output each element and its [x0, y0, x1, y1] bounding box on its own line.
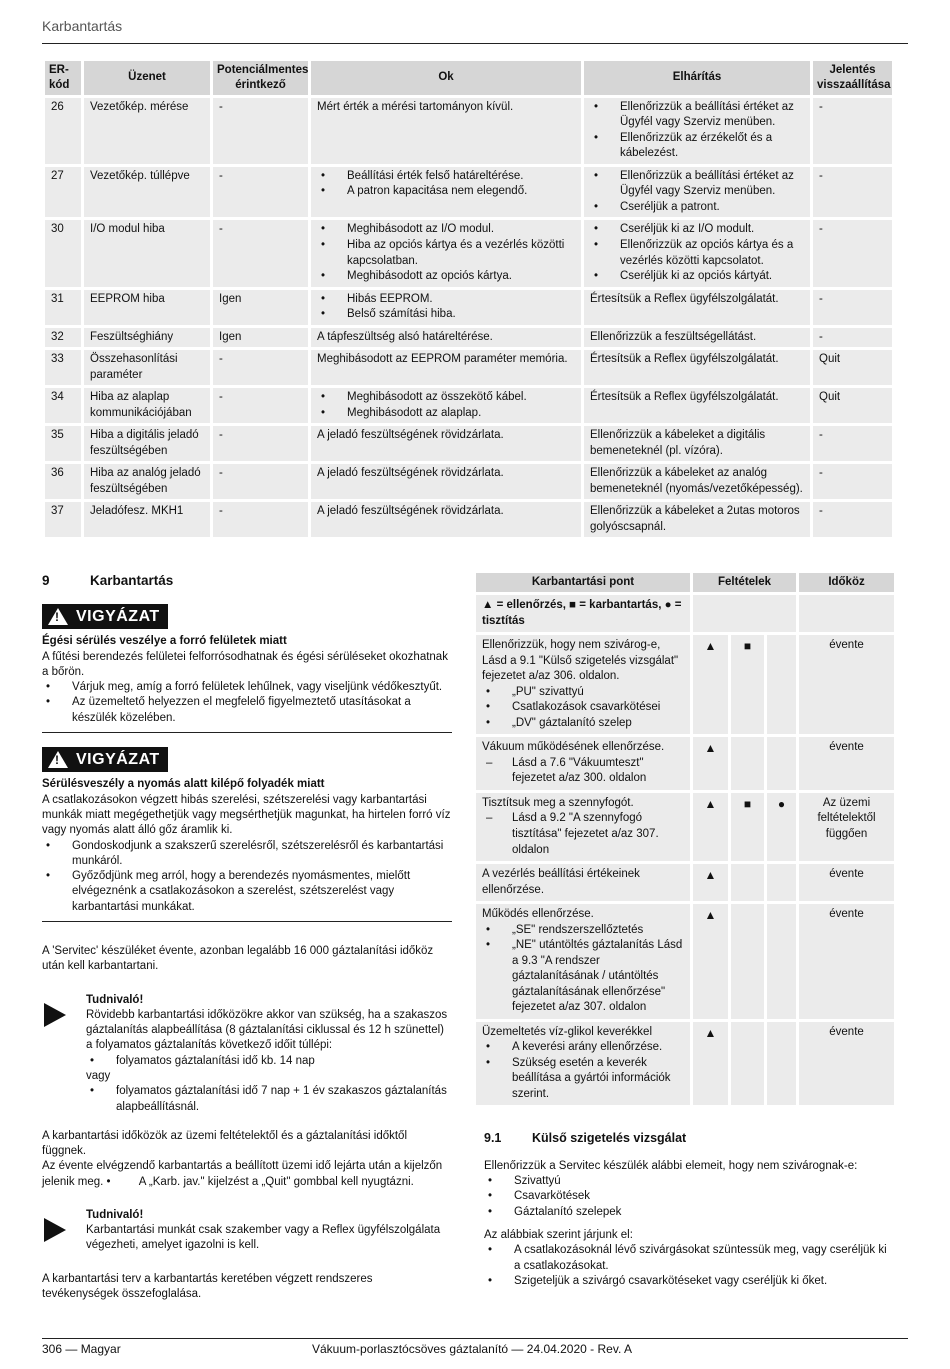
cause-text: A jeladó feszültségének rövidzárlata. [317, 467, 504, 480]
maintenance-point-text: Ellenőrizzük, hogy nem szivárog-e, Lásd a 9.1 "Külső szigetelés vizsgálat" fejezetet a/az 306. oldalon. [482, 639, 679, 683]
maintenance-point-text: Tisztítsuk meg a szennyfogót. [482, 796, 634, 809]
error-code-cell: 30 [45, 220, 81, 286]
fix-text: Ellenőrizzük a kábeleket a 2utas motoros golyóscsapnál. [590, 505, 800, 533]
error-contact-cell: - [213, 502, 308, 537]
check-symbol: ▲ [690, 635, 728, 734]
table-row [476, 1022, 894, 1106]
fix-text: Ellenőrizzük a kábeleket az analóg bemeneteknél (nyomás/vezetőképesség). [590, 467, 803, 495]
error-contact-cell: - [213, 167, 308, 218]
fix-item: • Ellenőrizzük az opciós kártya és a vezérlés közötti kapcsolatot. [590, 238, 804, 269]
maintenance-dashes [482, 811, 684, 858]
error-contact-cell: Igen [213, 290, 308, 325]
error-message-cell: Jeladófesz. MKH1 [84, 502, 210, 537]
procedure-step: • Szigeteljük a szivárgó csavarkötéseket vagy cseréljük ki őket. [484, 1274, 894, 1289]
note-block-specialist [42, 1208, 452, 1254]
section-9-title [42, 572, 452, 590]
table-row [476, 793, 894, 861]
table-row [476, 904, 894, 1019]
cause-list [317, 222, 575, 284]
header-divider [42, 43, 908, 44]
table-row [45, 426, 892, 461]
inspect-item: • Gáztalanító szelepek [484, 1205, 894, 1220]
error-reset-cell: Quit [813, 350, 892, 385]
note-bullet: • folyamatos gáztalanítási idő 7 nap + 1 év szakaszos gáztalanítás alapbeállításnál. [86, 1084, 452, 1115]
error-fix-cell [584, 426, 810, 461]
maintenance-symbol [728, 864, 764, 901]
warning-bullet: • Várjuk meg, amíg a forró felületek lehűlnek, vagy viseljünk védőkesztyűt. [42, 680, 452, 695]
col-header-code: ER-kód [45, 61, 81, 95]
error-reset-cell: - [813, 98, 892, 164]
error-contact-cell: - [213, 220, 308, 286]
procedure-steps [484, 1243, 894, 1289]
warning-bullet: • Az üzemeltető helyezzen el megfelelő figyelmeztető utasításokat a készülék közelében. [42, 695, 452, 726]
warning-text: A fűtési berendezés felületei felforrósodhatnak és égési sérüléseket okozhatnak a bőrön. [42, 650, 448, 678]
warning-badge-label: VIGYÁZAT [76, 607, 160, 625]
cause-item: • Belső számítási hiba. [317, 307, 575, 323]
error-message-cell: Hiba az alaplap kommunikációjában [84, 388, 210, 423]
error-reset-cell: - [813, 426, 892, 461]
fix-list [590, 100, 804, 162]
section-number: 9.1 [484, 1131, 502, 1146]
maintenance-table-header [476, 573, 894, 592]
error-message-cell: Hiba az analóg jeladó feszültségében [84, 464, 210, 499]
maintenance-point-cell [476, 1022, 690, 1106]
cleaning-symbol [764, 635, 796, 734]
cleaning-symbol [764, 737, 796, 790]
cause-item: • Hibás EEPROM. [317, 292, 575, 308]
error-contact-cell: - [213, 464, 308, 499]
error-message-cell: Feszültséghiány [84, 328, 210, 348]
error-cause-cell [311, 426, 581, 461]
error-fix-cell [584, 350, 810, 385]
cause-text: A jeladó feszültségének rövidzárlata. [317, 429, 504, 442]
warning-triangle-icon: ! [48, 608, 68, 625]
table-row [476, 864, 894, 901]
running-header: Karbantartás [42, 18, 123, 34]
maintenance-point-text: Üzemeltetés víz-glikol keverékkel [482, 1025, 653, 1038]
error-fix-cell [584, 388, 810, 423]
fix-list [590, 169, 804, 216]
cleaning-symbol [764, 864, 796, 901]
cleaning-symbol: ● [764, 793, 796, 861]
warning-heading: Égési sérülés veszélye a forró felületek miatt [42, 635, 287, 648]
fix-text: Értesítsük a Reflex ügyfélszolgálatát. [590, 292, 779, 305]
fix-item: • Ellenőrizzük a beállítási értéket az Ügyfél vagy Szerviz menüben. [590, 100, 804, 131]
maintenance-dash-item: – Lásd a 7.6 "Vákuumteszt" fejezetet a/az 300. oldalon [482, 756, 684, 787]
maintenance-table-body [476, 635, 894, 1105]
note-body [86, 1208, 452, 1254]
section-number: 9 [42, 573, 50, 588]
check-symbol: ▲ [690, 864, 728, 901]
warning-bullets [42, 680, 452, 726]
maintenance-bullets [482, 685, 684, 732]
maintenance-bullets [482, 923, 684, 1016]
cause-list [317, 390, 575, 421]
note-title: Tudnivaló! [86, 1208, 144, 1221]
check-symbol: ▲ [690, 904, 728, 1019]
note-bullets [86, 1054, 452, 1069]
footer-page-number: 306 — Magyar [42, 1342, 121, 1356]
cause-text: A jeladó feszültségének rövidzárlata. [317, 505, 504, 518]
maintenance-point-cell [476, 737, 690, 790]
col-header-point: Karbantartási pont [476, 573, 690, 592]
fix-item: • Cseréljük ki az I/O modult. [590, 222, 804, 238]
error-code-cell: 35 [45, 426, 81, 461]
section-91-proceed: Az alábbiak szerint járjunk el: [484, 1228, 633, 1241]
inspect-item: • Csavarkötések [484, 1189, 894, 1204]
paragraph-display: Az évente elvégzendő karbantartás a beállított üzemi idő lejárta után a kijelzőn jelenik meg. • A „Karb. jav." kijelzést a „Quit" gombbal kell nyugtázni. [42, 1160, 443, 1188]
section-91-body [476, 1159, 894, 1289]
maintenance-point-text: A vezérlés beállítási értékeinek ellenőrzése. [482, 868, 640, 896]
col-header-fix: Elhárítás [584, 61, 810, 95]
fix-text: Ellenőrizzük a kábeleket a digitális bemeneteknél (pl. vízóra). [590, 429, 766, 457]
interval-cell: évente [796, 864, 894, 901]
error-fix-cell [584, 98, 810, 164]
warning-bullets [42, 839, 452, 915]
maintenance-bullet: • Szükség esetén a keverék beállítása a gyártói információk szerint. [482, 1056, 684, 1103]
table-row [45, 290, 892, 325]
col-header-conditions: Feltételek [690, 573, 796, 592]
error-cause-cell [311, 328, 581, 348]
fix-item: • Cseréljük a patront. [590, 200, 804, 216]
table-row [45, 98, 892, 164]
footer-divider [42, 1338, 908, 1339]
maintenance-dash-item: – Lásd a 9.2 "A szennyfogó tisztítása" fejezetet a/az 307. oldalon [482, 811, 684, 858]
warning-bullet: • Gondoskodjunk a szakszerű szerelésről, szétszerelésről és karbantartási munkáról. [42, 839, 452, 870]
error-code-cell: 26 [45, 98, 81, 164]
section-91-title [484, 1130, 894, 1147]
cause-list [317, 292, 575, 323]
error-cause-cell [311, 290, 581, 325]
error-code-cell: 33 [45, 350, 81, 385]
fix-text: Ellenőrizzük a feszültségellátást. [590, 330, 757, 343]
table-row [45, 220, 892, 286]
warning-badge-label: VIGYÁZAT [76, 751, 160, 769]
cleaning-symbol [764, 1022, 796, 1106]
maintenance-bullets [482, 1040, 684, 1102]
section-title: Külső szigetelés vizsgálat [532, 1131, 687, 1146]
error-code-cell: 37 [45, 502, 81, 537]
error-contact-cell: - [213, 388, 308, 423]
error-cause-cell [311, 167, 581, 218]
error-contact-cell: - [213, 350, 308, 385]
error-fix-cell [584, 502, 810, 537]
maintenance-bullet: • Csatlakozások csavarkötései [482, 700, 684, 716]
section-91-intro: Ellenőrizzük a Servitec készülék alábbi elemeit, hogy nem szivárognak-e: [484, 1159, 858, 1172]
col-header-reset: Jelentés visszaállítása [813, 61, 892, 95]
error-reset-cell: - [813, 290, 892, 325]
note-bullet: • folyamatos gáztalanítási idő kb. 14 nap [86, 1054, 452, 1069]
maintenance-symbol: ■ [728, 793, 764, 861]
interval-cell: évente [796, 904, 894, 1019]
error-fix-cell [584, 220, 810, 286]
warning-badge [42, 747, 168, 772]
inspect-item: • Szivattyú [484, 1174, 894, 1189]
maintenance-legend-row [476, 595, 894, 632]
interval-cell: évente [796, 635, 894, 734]
inspect-items [484, 1174, 894, 1220]
warning-block-pressure [42, 747, 452, 922]
note-arrow-icon [44, 1003, 66, 1027]
cause-item: • A patron kapacitása nem elegendő. [317, 184, 575, 200]
maintenance-symbol [728, 904, 764, 1019]
fix-item: • Cseréljük ki az opciós kártyát. [590, 269, 804, 285]
error-message-cell: EEPROM hiba [84, 290, 210, 325]
note-text: Karbantartási munkát csak szakember vagy a Reflex ügyfélszolgálata végezheti, amelyet igazolni is kell. [86, 1224, 441, 1252]
warning-heading: Sérülésveszély a nyomás alatt kilépő folyadék miatt [42, 778, 325, 791]
error-code-cell: 36 [45, 464, 81, 499]
error-reset-cell: Quit [813, 388, 892, 423]
cause-item: • Meghibásodott az I/O modul. [317, 222, 575, 238]
maintenance-point-text: Vákuum működésének ellenőrzése. [482, 741, 665, 754]
error-message-cell: Hiba a digitális jeladó feszültségében [84, 426, 210, 461]
fix-text: Értesítsük a Reflex ügyfélszolgálatát. [590, 391, 779, 404]
error-fix-cell [584, 290, 810, 325]
maintenance-point-cell [476, 793, 690, 861]
error-code-cell: 27 [45, 167, 81, 218]
note-body [86, 993, 452, 1115]
table-row [45, 502, 892, 537]
maintenance-symbol [728, 1022, 764, 1106]
section-title: Karbantartás [90, 573, 174, 588]
error-message-cell: Vezetőkép. túllépve [84, 167, 210, 218]
cause-item: • Hiba az opciós kártya és a vezérlés közötti kapcsolatban. [317, 238, 575, 269]
maintenance-symbol: ■ [728, 635, 764, 734]
error-reset-cell: - [813, 328, 892, 348]
col-header-interval: Időköz [796, 573, 894, 592]
error-contact-cell: - [213, 426, 308, 461]
error-message-cell: Vezetőkép. mérése [84, 98, 210, 164]
note-block-intervals [42, 993, 452, 1115]
maintenance-point-cell [476, 904, 690, 1019]
error-cause-cell [311, 98, 581, 164]
error-code-cell: 34 [45, 388, 81, 423]
cause-item: • Meghibásodott az összekötő kábel. [317, 390, 575, 406]
table-row [476, 737, 894, 790]
error-reset-cell: - [813, 167, 892, 218]
note-or: vagy [86, 1069, 111, 1082]
error-cause-cell [311, 388, 581, 423]
warning-triangle-icon: ! [48, 751, 68, 768]
interval-cell: Az üzemi feltételektől függően [796, 793, 894, 861]
maintenance-bullet: • „PU" szivattyú [482, 685, 684, 701]
fix-item: • Ellenőrizzük az érzékelőt és a kábelezést. [590, 131, 804, 162]
note-title: Tudnivaló! [86, 993, 144, 1006]
error-reset-cell: - [813, 220, 892, 286]
warning-bullet: • Győződjünk meg arról, hogy a berendezés nyomásmentes, mielőtt elvégeznénk a csatlakozásokon a szerelést, szétszerelést vagy karbantartási munkákat. [42, 869, 452, 915]
table-row [45, 464, 892, 499]
error-contact-cell: - [213, 98, 308, 164]
error-cause-cell [311, 502, 581, 537]
warning-block-burn [42, 604, 452, 733]
error-table-body [45, 98, 892, 537]
maintenance-point-cell [476, 635, 690, 734]
error-cause-cell [311, 464, 581, 499]
check-symbol: ▲ [690, 793, 728, 861]
fix-list [590, 222, 804, 284]
maintenance-table [476, 570, 894, 1108]
maintenance-dashes [482, 756, 684, 787]
maintenance-column [476, 570, 894, 1289]
cause-list [317, 169, 575, 200]
error-code-table [42, 58, 895, 540]
intro-paragraph: A 'Servitec' készüléket évente, azonban legalább 16 000 gáztalanítási időköz után kell karbantartani. [42, 944, 434, 973]
maintenance-bullet: • „DV" gáztalanító szelep [482, 716, 684, 732]
table-row [45, 167, 892, 218]
cause-item: • Beállítási érték felső határeltérése. [317, 169, 575, 185]
table-row [45, 350, 892, 385]
maintenance-point-cell [476, 864, 690, 901]
note-text: Rövidebb karbantartási időközökre akkor van szükség, ha a szakaszos gáztalanítás alapbeállítása (8 gáztalanítási ciklussal és 12 h szünettel) a folyamatos gáztalanítás következő időit túllépi: [86, 1008, 448, 1052]
error-fix-cell [584, 328, 810, 348]
table-row [476, 635, 894, 734]
note-arrow-icon [44, 1218, 66, 1242]
note-bullets [86, 1084, 452, 1115]
cause-text: A tápfeszültség alsó határeltérése. [317, 330, 493, 343]
procedure-step: • A csatlakozásoknál lévő szivárgásokat szüntessük meg, vagy cseréljük ki a csatlakozásokat. [484, 1243, 894, 1274]
maintenance-symbol [728, 737, 764, 790]
warning-text: A csatlakozásokon végzett hibás szerelési, szétszerelési vagy karbantartási munkák miatt megégethetjük vagy megsérthetjük magunkat, ha hirtelen forró víz vagy nyomás alatt álló gőz áramlik ki. [42, 793, 451, 837]
check-symbol: ▲ [690, 1022, 728, 1106]
legend-text: ▲ = ellenőrzés, ■ = karbantartás, ● = tisztítás [476, 595, 690, 632]
error-code-cell: 31 [45, 290, 81, 325]
col-header-contact: Potenciálmentes érintkező [213, 61, 308, 95]
table-row [45, 388, 892, 423]
cause-item: • Meghibásodott az alaplap. [317, 406, 575, 422]
cause-text: Meghibásodott az EEPROM paraméter memória. [317, 353, 568, 366]
error-code-cell: 32 [45, 328, 81, 348]
cause-item: • Meghibásodott az opciós kártya. [317, 269, 575, 285]
cleaning-symbol [764, 904, 796, 1019]
cause-text: Mért érték a mérési tartományon kívül. [317, 100, 514, 113]
error-fix-cell [584, 167, 810, 218]
error-cause-cell [311, 350, 581, 385]
error-reset-cell: - [813, 502, 892, 537]
col-header-cause: Ok [311, 61, 581, 95]
error-message-cell: I/O modul hiba [84, 220, 210, 286]
error-message-cell: Összehasonlítási paraméter [84, 350, 210, 385]
paragraph-plan: A karbantartási terv a karbantartás keretében végzett rendszeres tevékenységek összefoglalása. [42, 1272, 373, 1301]
fix-text: Értesítsük a Reflex ügyfélszolgálatát. [590, 353, 779, 366]
maintenance-point-text: Működés ellenőrzése. [482, 908, 594, 921]
error-table-header [45, 61, 892, 95]
error-reset-cell: - [813, 464, 892, 499]
error-fix-cell [584, 464, 810, 499]
section-9-column [42, 572, 452, 1302]
paragraph-intervals: A karbantartási időközök az üzemi feltételektől és a gáztalanítási időktől függnek. [42, 1129, 408, 1158]
footer-document-title: Vákuum-porlasztócsöves gáztalanító — 24.04.2020 - Rev. A [312, 1342, 632, 1356]
interval-cell: évente [796, 737, 894, 790]
check-symbol: ▲ [690, 737, 728, 790]
warning-badge [42, 604, 168, 629]
maintenance-bullet: • A keverési arány ellenőrzése. [482, 1040, 684, 1056]
error-contact-cell: Igen [213, 328, 308, 348]
interval-cell: évente [796, 1022, 894, 1106]
maintenance-bullet: • „NE" utántöltés gáztalanítás Lásd a 9.3 "A rendszer gáztalanításának / utántöltés gáztalanításának ellenőrzése" fejezetet a/az 307. oldalon [482, 938, 684, 1016]
fix-item: • Ellenőrizzük a beállítási értéket az Ügyfél vagy Szerviz menüben. [590, 169, 804, 200]
table-row [45, 328, 892, 348]
maintenance-bullet: • „SE" rendszerszellőztetés [482, 923, 684, 939]
error-cause-cell [311, 220, 581, 286]
col-header-message: Üzenet [84, 61, 210, 95]
